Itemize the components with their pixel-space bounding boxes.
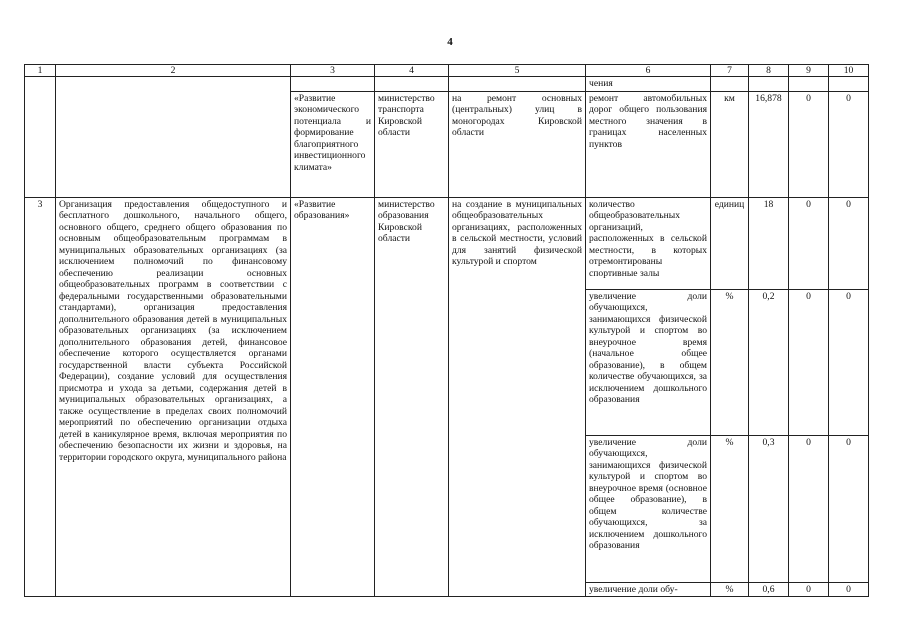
- value-col10: 0: [829, 197, 869, 289]
- page-number: 4: [447, 36, 453, 48]
- value-col8: 0,6: [749, 582, 789, 597]
- row-3-indicator-1: [25, 197, 869, 289]
- value-col9: 0: [789, 289, 829, 435]
- indicator-cell: увеличение доли обучающихся, занимающихся физической культурой и спортом во внеурочное время (основное общее образование), в общем количестве обучающихся, за исключением дошкольного образования: [586, 435, 711, 582]
- col-header-8: 8: [749, 65, 789, 77]
- col-header-2: 2: [56, 65, 291, 77]
- program-cell: «Развитие образования»: [291, 197, 375, 597]
- continuation-row: [25, 77, 869, 92]
- purpose-cell: на ремонт основных (центральных) улиц в моногородах Кировской области: [449, 91, 586, 197]
- unit-cell: %: [711, 582, 749, 597]
- value-col10: 0: [829, 435, 869, 582]
- ministry-cell: министерство транспорта Кировской области: [375, 91, 449, 197]
- value-col10: 0: [829, 289, 869, 435]
- indicator-cell: увеличение доли обучающихся, занимающихся физической культурой и спортом во внеурочное время (начальное общее образование), в общем количестве обучающихся, за исключением дошкольного образования: [586, 289, 711, 435]
- ministry-cell: министерство образования Кировской области: [375, 197, 449, 597]
- col-header-1: 1: [25, 65, 56, 77]
- unit-cell: %: [711, 435, 749, 582]
- col-header-6: 6: [586, 65, 711, 77]
- unit-cell: единиц: [711, 197, 749, 289]
- indicator-cell: количество общеобразовательных организаций, расположенных в сельской местности, в которых отремонтированы спортивные залы: [586, 197, 711, 289]
- continuation-num-cell: [25, 77, 56, 198]
- col-header-5: 5: [449, 65, 586, 77]
- indicators-table: [24, 64, 869, 597]
- row-number: 3: [25, 197, 56, 597]
- col-header-10: 10: [829, 65, 869, 77]
- value-col8: 16,878: [749, 91, 789, 197]
- col-header-9: 9: [789, 65, 829, 77]
- unit-cell: %: [711, 289, 749, 435]
- continuation-indicator-tail: чения: [586, 77, 711, 92]
- value-col8: 0,3: [749, 435, 789, 582]
- program-cell: «Развитие экономического потенциала и формирование благоприятного инвестиционного климата»: [291, 91, 375, 197]
- value-col8: 18: [749, 197, 789, 289]
- indicator-cell: ремонт автомобильных дорог общего пользования местного значения в границах населенных пунктов: [586, 91, 711, 197]
- value-col10: 0: [829, 91, 869, 197]
- value-col9: 0: [789, 197, 829, 289]
- value-col9: 0: [789, 582, 829, 597]
- column-number-row: [25, 65, 869, 77]
- value-col9: 0: [789, 435, 829, 582]
- purpose-cell: на создание в муниципальных общеобразовательных организациях, расположенных в сельской местности, условий для занятий физической культурой и спортом: [449, 197, 586, 597]
- value-col8: 0,2: [749, 289, 789, 435]
- value-col10: 0: [829, 582, 869, 597]
- col-header-3: 3: [291, 65, 375, 77]
- continuation-description-cell: [56, 77, 291, 198]
- value-col9: 0: [789, 91, 829, 197]
- unit-cell: км: [711, 91, 749, 197]
- description-cell: Организация предоставления общедоступного и бесплатного дошкольного, начального общего, основного общего, среднего общего образования по основным общеобразовательным программам в муниципальных образовательных организациях (за исключением полномочий по финансовому обеспечению реализации основных общеобразовательных программ в соответствии с федеральными государственными образовательными стандартами), организация предоставления дополнительного образования детей в муниципальных образовательных организациях (за исключением дополнительного образования детей, финансовое обеспечение которого осуществляется органами государственной власти субъекта Российской Федерации), создание условий для осуществления присмотра и ухода за детьми, содержания детей в муниципальных образовательных организациях, а также осуществление в пределах своих полномочий мероприятий по обеспечению организации отдыха детей в каникулярное время, включая мероприятия по обеспечению безопасности их жизни и здоровья, на территории городского округа, муниципального района: [56, 197, 291, 597]
- col-header-4: 4: [375, 65, 449, 77]
- indicator-cell: увеличение доли обу-: [586, 582, 711, 597]
- col-header-7: 7: [711, 65, 749, 77]
